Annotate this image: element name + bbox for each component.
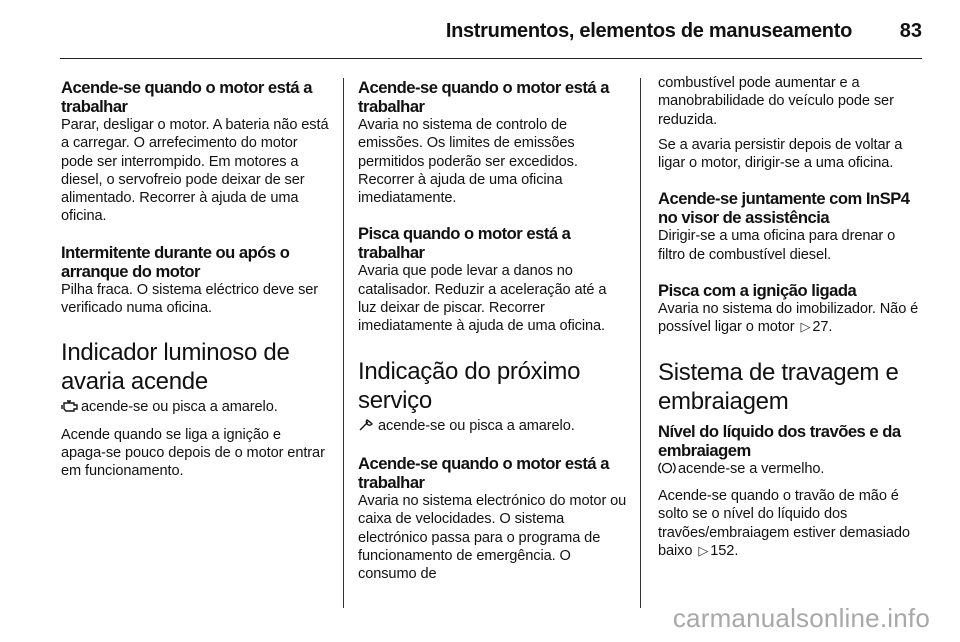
column-1 <box>61 78 329 488</box>
subheading: Acende-se quando o motor está a trabalhar <box>358 78 609 116</box>
paragraph: Avaria no sistema electrónico do motor ou caixa de velocidades. O sistema electrónico passa para o programa de funcionamento de emergência. O consumo de <box>358 492 627 583</box>
subheading: Acende-se quando o motor está a trabalhar <box>358 453 609 492</box>
paragraph: Acende quando se liga a ignição e apaga-se pouco depois de o motor entrar em funcionamento. <box>61 426 325 480</box>
page-header <box>60 0 922 59</box>
section-heading: Sistema de travagem e embraiagem <box>658 358 899 415</box>
paragraph <box>358 417 628 437</box>
engine-icon <box>61 399 79 418</box>
brake-warning-icon <box>658 461 676 480</box>
subheading: Acende-se quando o motor está a trabalhar <box>61 78 312 116</box>
paragraph-text: Avaria no sistema do imobilizador. Não é possível ligar o motor <box>658 301 919 336</box>
page-number: 83 <box>899 20 922 42</box>
wrench-icon <box>358 418 376 437</box>
paragraph: Avaria no sistema de controlo de emissões. Os limites de emissões permitidos poderão ser excedidos. Recorrer à ajuda de uma oficina imediatamente. <box>358 117 578 207</box>
column-2 <box>358 78 628 590</box>
subheading: Pisca com a ignição ligada <box>658 281 857 301</box>
icon-text: acende-se a vermelho. <box>678 460 825 477</box>
subheading: Nível do líquido dos travões e da embraiagem <box>658 421 901 460</box>
page-reference-icon: ▷ <box>800 319 811 335</box>
page-reference-icon: ▷ <box>698 542 709 558</box>
page-reference: 27. <box>812 319 833 336</box>
paragraph: Parar, desligar o motor. A bateria não está a carregar. O arrefecimento do motor pode ser interrompido. Em motores a diesel, o servofreio pode deixar de ser alimentado. Recorrer à ajuda de uma oficina. <box>61 117 329 225</box>
column-3 <box>658 75 926 567</box>
icon-text: acende-se ou pisca a amarelo. <box>378 417 575 434</box>
subheading: Acende-se juntamente com InSP4 no visor de assistência <box>658 189 910 228</box>
subheading: Intermitente durante ou após o arranque do motor <box>61 242 290 281</box>
section-heading: Indicação do próximo serviço <box>358 357 581 414</box>
watermark: carmanualsonline.info <box>672 603 930 633</box>
column-divider <box>343 78 344 608</box>
paragraph: combustível pode aumentar e a manobrabilidade do veículo pode ser reduzida. <box>658 75 894 128</box>
paragraph: Se a avaria persistir depois de voltar a ligar o motor, dirigir-se a uma oficina. <box>658 136 903 172</box>
paragraph <box>658 460 926 480</box>
column-divider <box>640 78 641 608</box>
paragraph <box>61 398 329 418</box>
subheading: Pisca quando o motor está a trabalhar <box>358 224 571 263</box>
paragraph-text: Acende-se quando o travão de mão é solto se o nível do líquido dos travões/embraiagem estiver demasiado baixo <box>658 487 910 559</box>
header-title: Instrumentos, elementos de manuseamento <box>445 20 852 42</box>
paragraph: Dirigir-se a uma oficina para drenar o filtro de combustível diesel. <box>658 228 896 263</box>
paragraph <box>658 300 926 337</box>
icon-text: acende-se ou pisca a amarelo. <box>81 399 278 416</box>
paragraph: Pilha fraca. O sistema eléctrico deve ser verificado numa oficina. <box>61 281 319 317</box>
section-heading: Indicador luminoso de avaria acende <box>61 339 290 396</box>
paragraph <box>658 487 926 560</box>
paragraph: Avaria que pode levar a danos no catalisador. Reduzir a aceleração até a luz deixar de piscar. Recorrer imediatamente à ajuda de uma oficina. <box>358 263 607 335</box>
page-reference: 152. <box>710 542 739 559</box>
